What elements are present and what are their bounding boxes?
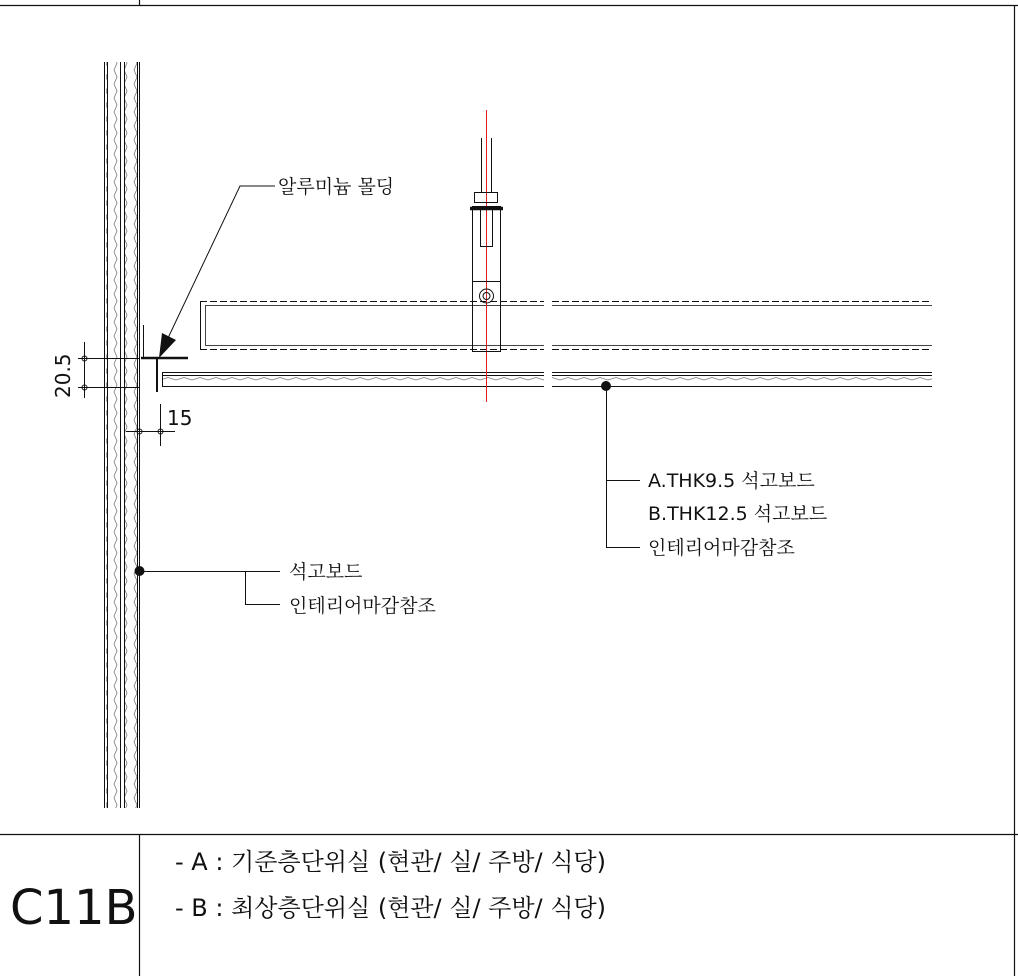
label-ceiling-board-b: B.THK12.5 석고보드 [648, 503, 828, 525]
ceiling-assembly [162, 301, 932, 387]
ceiling-leader [601, 381, 640, 548]
wall-section [105, 62, 140, 808]
note-type-b: - B : 최상층단위실 (현관/ 실/ 주방/ 식당) [175, 894, 606, 922]
dimension-vertical-value: 20.5 [51, 353, 75, 398]
label-ceiling-board-a: A.THK9.5 석고보드 [648, 470, 815, 492]
molding-leader [159, 186, 275, 358]
detail-code: C11B [10, 880, 138, 936]
dimension-horizontal-value: 15 [167, 406, 193, 430]
hanger-assembly [470, 110, 503, 402]
note-type-a: - A : 기준층단위실 (현관/ 실/ 주방/ 식당) [175, 848, 606, 876]
label-wall-board: 석고보드 [289, 561, 363, 583]
label-ceiling-finish: 인테리어마감참조 [648, 537, 795, 559]
wall-leader [135, 566, 281, 605]
label-aluminum-molding: 알루미늄 몰딩 [278, 176, 395, 198]
label-wall-finish: 인테리어마감참조 [289, 595, 436, 617]
